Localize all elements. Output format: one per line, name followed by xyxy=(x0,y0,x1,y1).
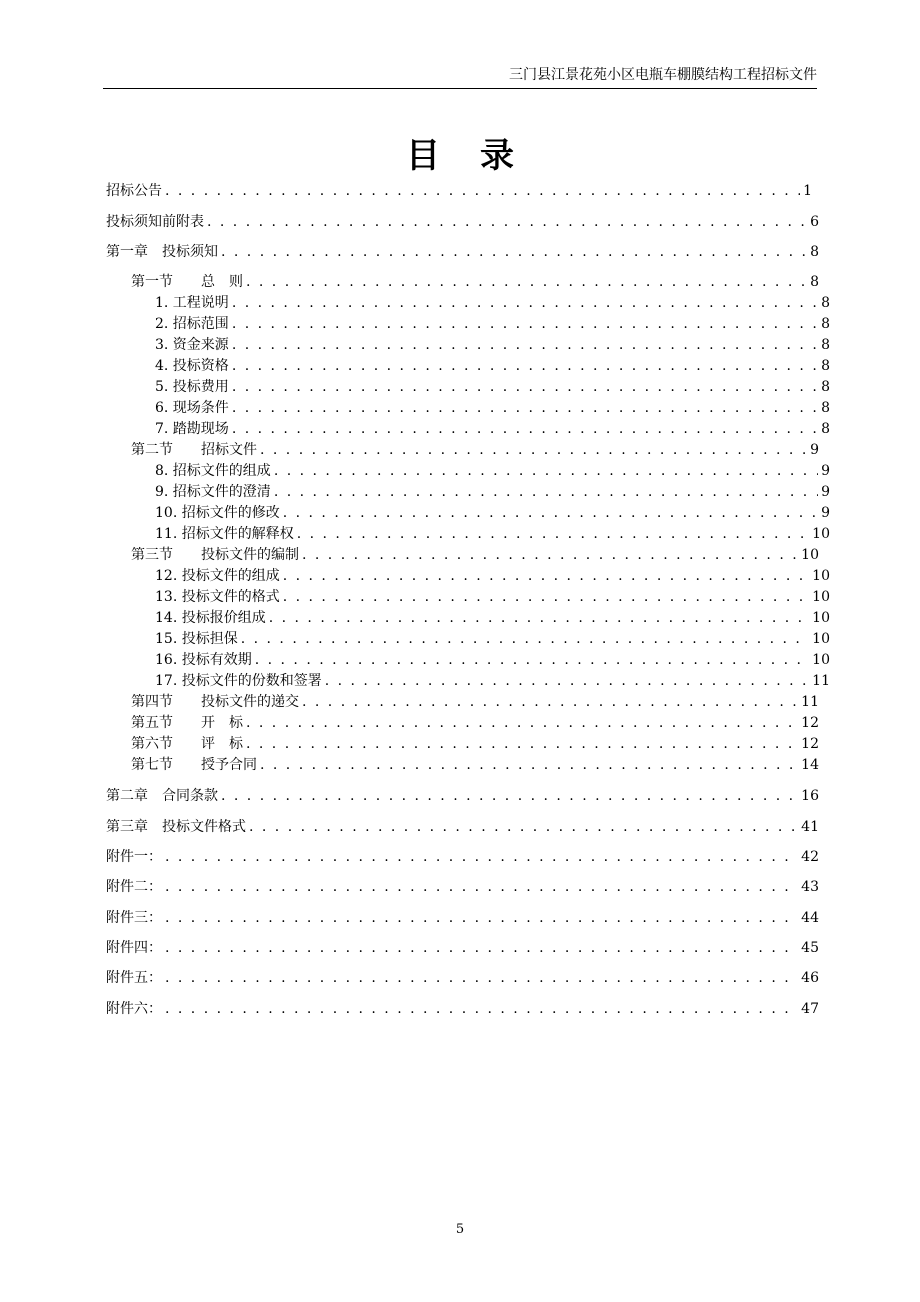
toc-leader xyxy=(207,212,807,232)
toc-entry[interactable] xyxy=(131,272,819,292)
toc-entry-page: 8 xyxy=(821,295,830,311)
toc-entry[interactable] xyxy=(155,356,830,376)
toc-entry[interactable] xyxy=(106,817,819,837)
toc-entry-label: 16. 投标有效期 xyxy=(155,652,252,668)
toc-leader xyxy=(165,877,798,897)
toc-entry-label: 14. 投标报价组成 xyxy=(155,610,266,626)
toc-entry-page: 10 xyxy=(801,547,819,563)
header-rule xyxy=(103,88,817,89)
toc-leader xyxy=(246,272,807,292)
toc-entry-label: 7. 踏勘现场 xyxy=(155,421,229,437)
toc-entry-label: 第六节 评 标 xyxy=(131,736,243,752)
toc-entry[interactable] xyxy=(155,293,830,313)
toc-leader xyxy=(232,419,818,439)
toc-entry-page: 6 xyxy=(810,214,819,230)
toc-leader xyxy=(165,181,800,201)
toc-entry-page: 41 xyxy=(801,819,819,835)
toc-entry-page: 8 xyxy=(821,337,830,353)
toc-leader xyxy=(165,968,798,988)
toc-entry-page: 8 xyxy=(821,379,830,395)
toc-entry-label: 15. 投标担保 xyxy=(155,631,238,647)
toc-entry-page: 14 xyxy=(801,757,819,773)
toc-entry-page: 8 xyxy=(821,400,830,416)
toc-entry[interactable] xyxy=(155,608,830,628)
toc-entry[interactable] xyxy=(131,713,819,733)
toc-leader xyxy=(221,242,807,262)
toc-entry-page: 47 xyxy=(801,1001,819,1017)
toc-entry-label: 招标公告 xyxy=(106,183,162,199)
toc-entry-page: 10 xyxy=(812,526,830,542)
toc-entry[interactable] xyxy=(131,545,819,565)
toc-entry-page: 9 xyxy=(821,484,830,500)
toc-entry-label: 附件二： xyxy=(106,879,162,895)
toc-entry-page: 10 xyxy=(812,652,830,668)
toc-entry-page: 44 xyxy=(801,910,819,926)
toc-entry[interactable] xyxy=(155,335,830,355)
toc-leader xyxy=(260,440,807,460)
toc-entry-label: 6. 现场条件 xyxy=(155,400,229,416)
toc-entry[interactable] xyxy=(155,503,830,523)
toc-entry-page: 9 xyxy=(821,505,830,521)
toc-entry-page: 11 xyxy=(801,694,819,710)
toc-entry-page: 45 xyxy=(801,940,819,956)
toc-entry-page: 8 xyxy=(810,274,819,290)
toc-entry-label: 12. 投标文件的组成 xyxy=(155,568,280,584)
toc-leader xyxy=(232,398,818,418)
toc-entry-label: 第二节 招标文件 xyxy=(131,442,257,458)
toc-entry-label: 附件一： xyxy=(106,849,162,865)
toc-leader xyxy=(302,692,798,712)
toc-leader xyxy=(165,938,798,958)
toc-entry-page: 8 xyxy=(821,358,830,374)
toc-leader xyxy=(283,503,818,523)
toc-entry-page: 8 xyxy=(821,316,830,332)
toc-entry-label: 5. 投标费用 xyxy=(155,379,229,395)
toc-leader xyxy=(274,461,818,481)
toc-title: 目录 xyxy=(406,136,554,176)
toc-entry-page: 10 xyxy=(812,568,830,584)
toc-leader xyxy=(232,356,818,376)
toc-entry[interactable] xyxy=(106,908,819,928)
toc-leader xyxy=(302,545,798,565)
toc-entry[interactable] xyxy=(155,377,830,397)
toc-entry[interactable] xyxy=(155,650,830,670)
toc-leader xyxy=(283,587,809,607)
toc-entry-page: 8 xyxy=(810,244,819,260)
toc-entry[interactable] xyxy=(106,786,819,806)
toc-entry-label: 第三节 投标文件的编制 xyxy=(131,547,299,563)
toc-entry[interactable] xyxy=(131,755,819,775)
toc-entry-label: 第一节 总 则 xyxy=(131,274,243,290)
toc-entry[interactable] xyxy=(106,242,819,262)
toc-entry-page: 11 xyxy=(812,673,830,689)
toc-entry-page: 10 xyxy=(812,610,830,626)
toc-leader xyxy=(221,786,798,806)
toc-leader xyxy=(232,335,818,355)
toc-entry-label: 1. 工程说明 xyxy=(155,295,229,311)
toc-entry-label: 附件四： xyxy=(106,940,162,956)
toc-entry-page: 10 xyxy=(812,589,830,605)
toc-entry[interactable] xyxy=(106,877,819,897)
toc-entry-label: 13. 投标文件的格式 xyxy=(155,589,280,605)
toc-entry-label: 附件六： xyxy=(106,1001,162,1017)
toc-entry-page: 1 xyxy=(803,183,812,199)
toc-entry-label: 8. 招标文件的组成 xyxy=(155,463,271,479)
toc-entry[interactable] xyxy=(106,181,812,201)
toc-entry[interactable] xyxy=(131,734,819,754)
toc-entry[interactable] xyxy=(106,938,819,958)
toc-leader xyxy=(274,482,818,502)
toc-entry-label: 第一章 投标须知 xyxy=(106,244,218,260)
toc-entry-page: 9 xyxy=(821,463,830,479)
toc-entry[interactable] xyxy=(155,524,830,544)
running-header: 三门县江景花苑小区电瓶车棚膜结构工程招标文件 xyxy=(509,67,817,83)
toc-leader xyxy=(297,524,809,544)
toc-leader xyxy=(249,817,798,837)
toc-entry-page: 16 xyxy=(801,788,819,804)
toc-leader xyxy=(232,377,818,397)
toc-entry[interactable] xyxy=(155,461,830,481)
toc-leader xyxy=(165,847,798,867)
toc-entry[interactable] xyxy=(106,212,819,232)
toc-entry-label: 附件三： xyxy=(106,910,162,926)
toc-entry-label: 第五节 开 标 xyxy=(131,715,243,731)
toc-leader xyxy=(269,608,809,628)
toc-entry-page: 12 xyxy=(801,736,819,752)
toc-leader xyxy=(325,671,809,691)
toc-leader xyxy=(255,650,809,670)
toc-leader xyxy=(246,713,798,733)
toc-entry-page: 9 xyxy=(810,442,819,458)
toc-entry-label: 投标须知前附表 xyxy=(106,214,204,230)
toc-entry-label: 2. 招标范围 xyxy=(155,316,229,332)
toc-entry[interactable] xyxy=(155,671,830,691)
toc-leader xyxy=(232,293,818,313)
toc-leader xyxy=(165,999,798,1019)
toc-entry-page: 12 xyxy=(801,715,819,731)
toc-entry-label: 附件五： xyxy=(106,970,162,986)
toc-entry[interactable] xyxy=(155,587,830,607)
toc-entry[interactable] xyxy=(106,847,819,867)
toc-entry-label: 第四节 投标文件的递交 xyxy=(131,694,299,710)
toc-entry[interactable] xyxy=(155,482,830,502)
toc-leader xyxy=(246,734,798,754)
toc-entry[interactable] xyxy=(106,999,819,1019)
toc-entry[interactable] xyxy=(155,419,830,439)
toc-entry-page: 42 xyxy=(801,849,819,865)
toc-leader xyxy=(283,566,809,586)
toc-entry-page: 8 xyxy=(821,421,830,437)
toc-leader xyxy=(232,314,818,334)
toc-entry[interactable] xyxy=(106,968,819,988)
toc-entry-label: 17. 投标文件的份数和签署 xyxy=(155,673,322,689)
toc-entry[interactable] xyxy=(155,314,830,334)
toc-entry-label: 9. 招标文件的澄清 xyxy=(155,484,271,500)
toc-entry-label: 4. 投标资格 xyxy=(155,358,229,374)
toc-leader xyxy=(165,908,798,928)
toc-entry[interactable] xyxy=(155,398,830,418)
toc-entry-page: 43 xyxy=(801,879,819,895)
toc-entry-page: 46 xyxy=(801,970,819,986)
toc-entry-page: 10 xyxy=(812,631,830,647)
toc-entry-label: 第二章 合同条款 xyxy=(106,788,218,804)
toc-entry-label: 3. 资金来源 xyxy=(155,337,229,353)
page-number: 5 xyxy=(455,1222,465,1237)
toc-entry-label: 第七节 授予合同 xyxy=(131,757,257,773)
toc-leader xyxy=(260,755,798,775)
toc-entry[interactable] xyxy=(155,629,830,649)
toc-entry-label: 第三章 投标文件格式 xyxy=(106,819,246,835)
toc-entry[interactable] xyxy=(131,692,819,712)
toc-entry[interactable] xyxy=(155,566,830,586)
toc-entry-label: 10. 招标文件的修改 xyxy=(155,505,280,521)
toc-leader xyxy=(241,629,809,649)
toc-entry[interactable] xyxy=(131,440,819,460)
toc-entry-label: 11. 招标文件的解释权 xyxy=(155,526,294,542)
